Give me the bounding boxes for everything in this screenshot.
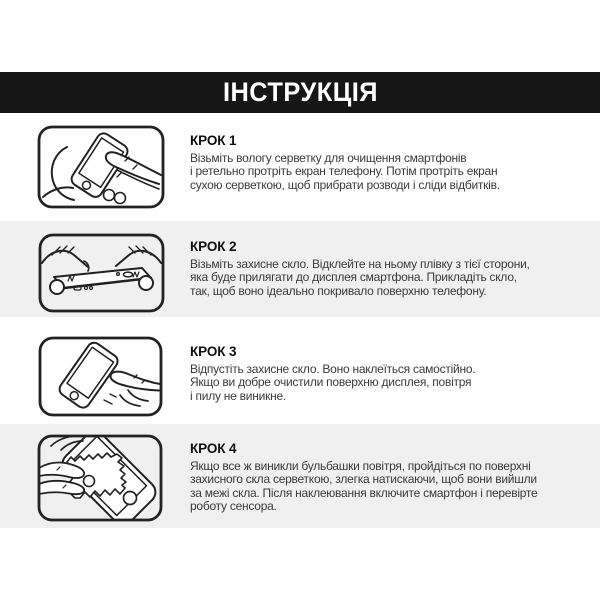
step-row-3 [0,317,600,424]
step-label: КРОК 4 [190,441,237,456]
title-banner [0,72,600,113]
place-glass-two-hands-illustration [38,233,165,313]
step-text-line: за межі скла. Після наклеювання включите смартфон і перевірте [190,485,538,500]
step-text-line: так, щоб воно ідеально покривало поверхню телефону. [190,283,487,298]
step-text-line: сухою серветкою, щоб прибрати розводи і сліди відбитків. [190,177,500,192]
step-row-2 [0,221,600,317]
step-row-4 [0,424,600,528]
step-2-text [190,240,530,298]
step-text-line: Відпустіть захисне скло. Воно наклеїться самостійно. [190,362,476,376]
step-text-line: роботу сенсора. [190,499,277,514]
step-row-1 [0,113,600,221]
step-text-line: захисного скла серветкою, злегка натискаючи, щоб вони вийшли [190,472,537,487]
step-label: КРОК 1 [190,133,237,148]
smooth-bubbles-cloth-illustration [37,434,163,522]
step-label: КРОК 2 [190,239,237,254]
step-label: КРОК 3 [190,344,237,359]
step-text-line: Візьміть захисне скло. Відклейте на ньому плівку з тієї сторони, [190,257,530,271]
step-text-line: Якщо ви добре очистили поверхню дисплея, повітря [190,375,472,390]
page-title: ІНСТРУКЦІЯ [222,77,378,107]
step-text-line: Якщо все ж виникли бульбашки повітря, пройдіться по поверхні [190,459,531,473]
step-1-text [190,134,500,192]
finger-press-glass-illustration [38,336,163,417]
step-text-line: Візьміть вологу серветку для очищення смартфонів [190,151,467,165]
step-4-text [190,442,537,514]
wipe-phone-with-cloth-illustration [37,125,165,209]
step-text-line: і пилу не виникне. [190,388,286,403]
step-text-line: і ретельно протріть екран телефону. Потім протріть екран [190,164,498,179]
step-text-line: яка буде прилягати до дисплея смартфона. Прикладіть скло, [190,270,517,285]
step-3-text [190,345,475,403]
